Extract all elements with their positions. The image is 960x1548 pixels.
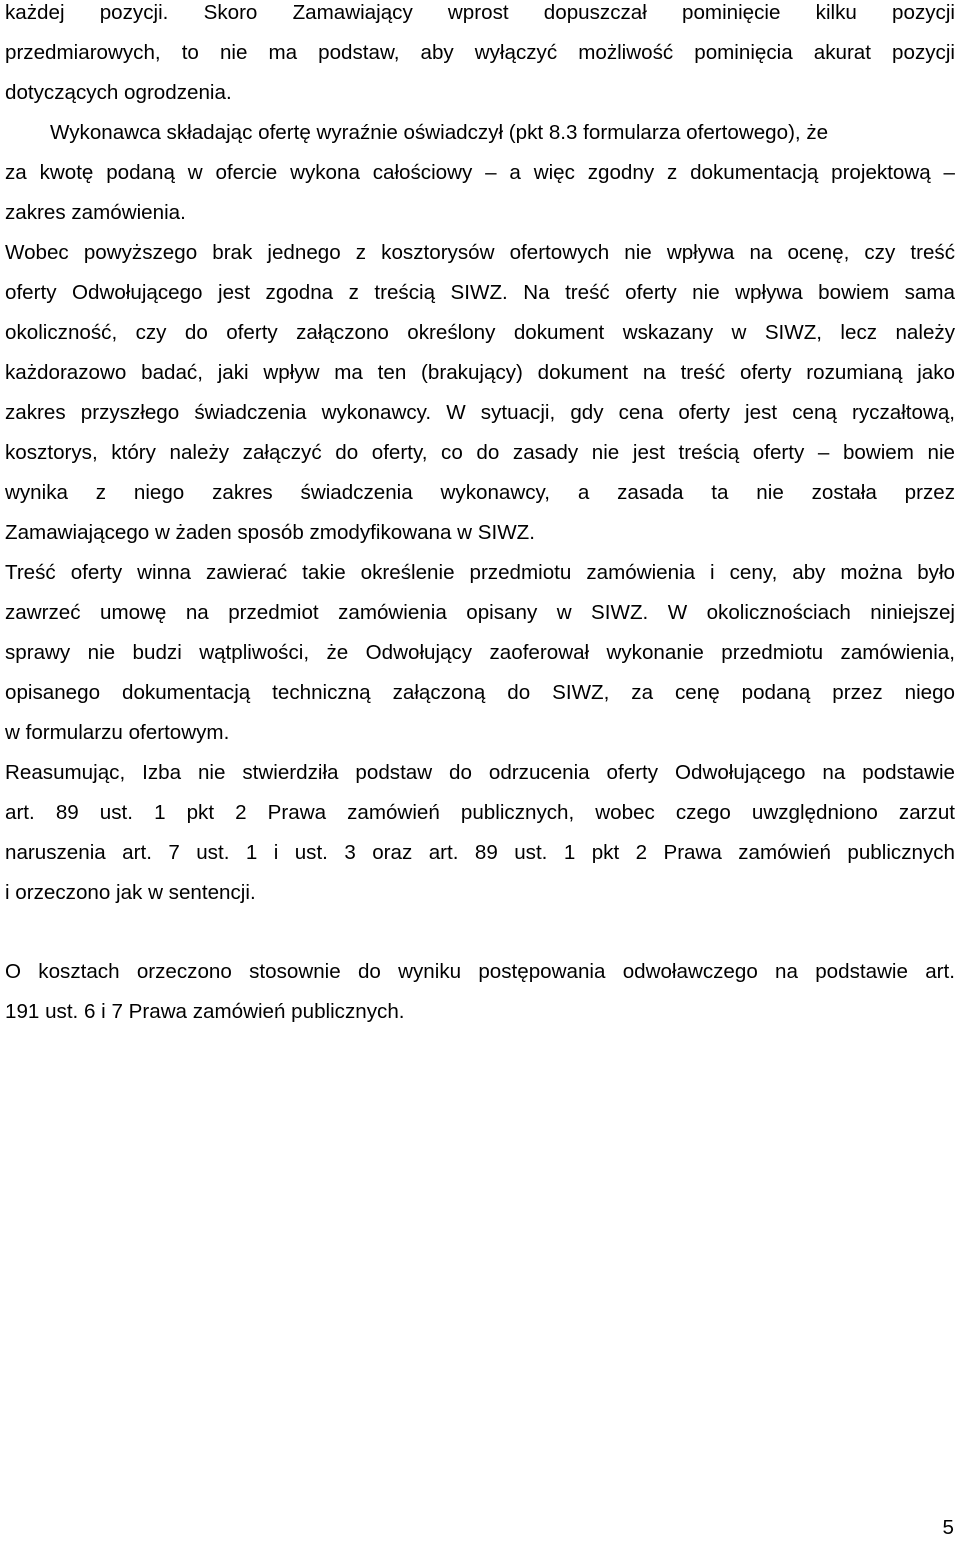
text-line: sprawy nie budzi wątpliwości, że Odwołujący zaoferował wykonanie przedmiotu zamówienia, — [5, 641, 955, 664]
text-line: zakres zamówienia. — [5, 201, 186, 224]
text-line: art. 89 ust. 1 pkt 2 Prawa zamówień publicznych, wobec czego uwzględniono zarzut — [5, 801, 955, 824]
text-line: w formularzu ofertowym. — [5, 721, 230, 744]
page-number: 5 — [942, 1516, 954, 1539]
text-line: zakres przyszłego świadczenia wykonawcy. W sytuacji, gdy cena oferty jest ceną ryczałtową, — [5, 401, 955, 424]
text-line: naruszenia art. 7 ust. 1 i ust. 3 oraz art. 89 ust. 1 pkt 2 Prawa zamówień publicznych — [5, 841, 955, 864]
text-line: opisanego dokumentacją techniczną załączoną do SIWZ, za cenę podaną przez niego — [5, 681, 955, 704]
text-line: zawrzeć umowę na przedmiot zamówienia opisany w SIWZ. W okolicznościach niniejszej — [5, 601, 955, 624]
text-line: Zamawiającego w żaden sposób zmodyfikowana w SIWZ. — [5, 521, 535, 544]
text-line: Reasumując, Izba nie stwierdziła podstaw do odrzucenia oferty Odwołującego na podstawie — [5, 761, 955, 784]
text-line: Wykonawca składając ofertę wyraźnie oświadczył (pkt 8.3 formularza ofertowego), że — [50, 121, 829, 144]
text-line: Wobec powyższego brak jednego z kosztorysów ofertowych nie wpływa na ocenę, czy treść — [5, 241, 955, 264]
text-line: i orzeczono jak w sentencji. — [5, 881, 256, 904]
text-line: każdej pozycji. Skoro Zamawiający wprost dopuszczał pominięcie kilku pozycji — [5, 1, 955, 24]
text-line: za kwotę podaną w ofercie wykona całościowy – a więc zgodny z dokumentacją projektową – — [5, 161, 955, 184]
text-line: okoliczność, czy do oferty załączono określony dokument wskazany w SIWZ, lecz należy — [5, 321, 955, 344]
text-line: Treść oferty winna zawierać takie określenie przedmiotu zamówienia i ceny, aby można było — [5, 561, 955, 584]
text-line: oferty Odwołującego jest zgodna z treścią SIWZ. Na treść oferty nie wpływa bowiem sama — [5, 281, 955, 304]
text-line: 191 ust. 6 i 7 Prawa zamówień publicznych. — [5, 1000, 405, 1023]
text-line: przedmiarowych, to nie ma podstaw, aby wyłączyć możliwość pominięcia akurat pozycji — [5, 41, 955, 64]
text-line: wynika z niego zakres świadczenia wykonawcy, a zasada ta nie została przez — [5, 481, 955, 504]
text-line: O kosztach orzeczono stosownie do wyniku postępowania odwoławczego na podstawie art. — [5, 960, 955, 983]
text-line: dotyczących ogrodzenia. — [5, 81, 232, 104]
text-line: każdorazowo badać, jaki wpływ ma ten (brakujący) dokument na treść oferty rozumianą jako — [5, 361, 955, 384]
text-line: kosztorys, który należy załączyć do oferty, co do zasady nie jest treścią oferty – bowiem nie — [5, 441, 955, 464]
